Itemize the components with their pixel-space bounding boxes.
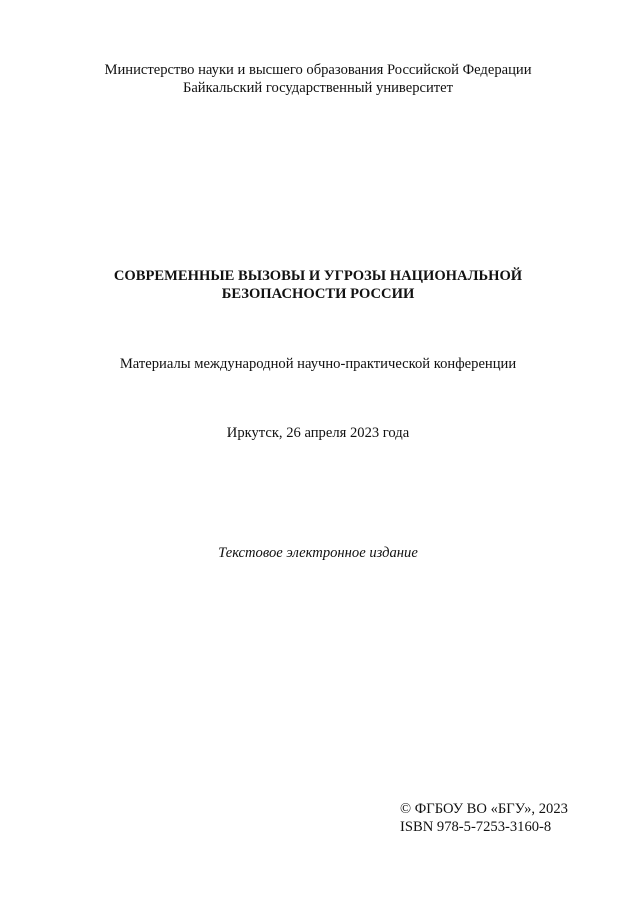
document-title-line-1: СОВРЕМЕННЫЕ ВЫЗОВЫ И УГРОЗЫ НАЦИОНАЛЬНОЙ (113, 268, 523, 284)
ministry-line: Министерство науки и высшего образования Российской Федерации (104, 62, 532, 78)
conference-materials-subtitle: Материалы международной научно-практической конференции (119, 356, 517, 372)
isbn-line: ISBN 978-5-7253-3160-8 (400, 819, 552, 835)
document-title-line-2: БЕЗОПАСНОСТИ РОССИИ (221, 286, 415, 302)
place-and-date: Иркутск, 26 апреля 2023 года (226, 425, 410, 441)
edition-type: Текстовое электронное издание (218, 545, 418, 561)
copyright-line: © ФГБОУ ВО «БГУ», 2023 (400, 801, 568, 817)
university-line: Байкальский государственный университет (182, 80, 454, 96)
